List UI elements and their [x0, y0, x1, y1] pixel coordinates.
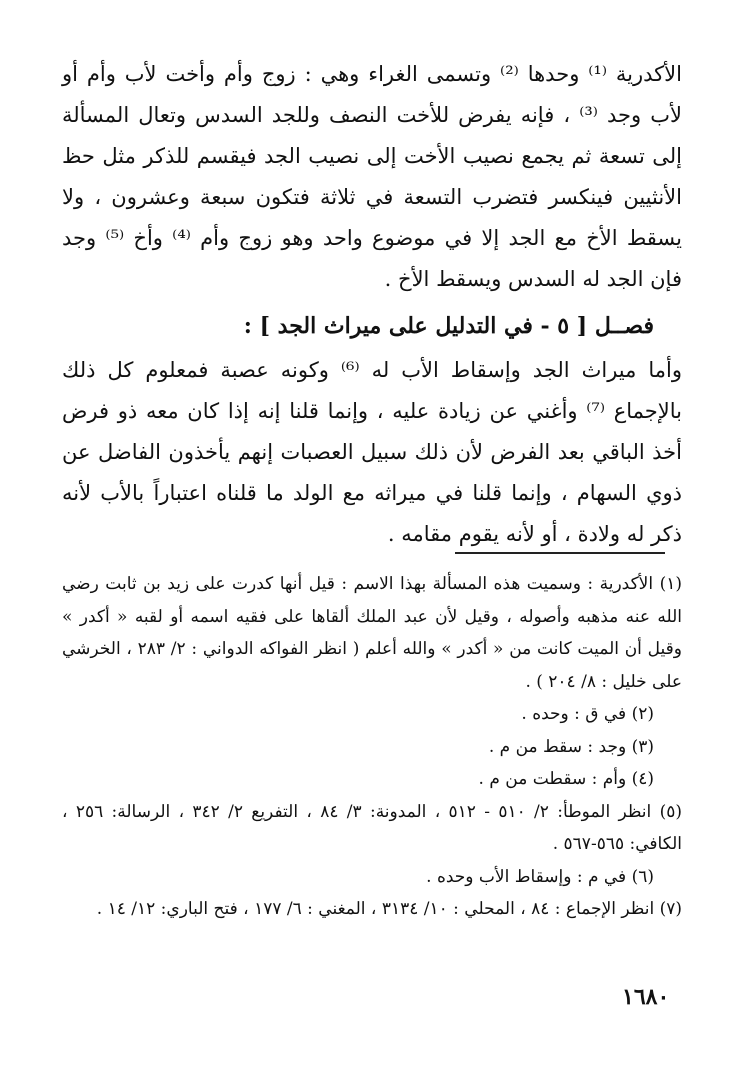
footnote-6: (٦) في م : وإسقاط الأب وحده . — [426, 866, 654, 887]
footnote-3: (٣) وجد : سقط من م . — [488, 736, 654, 757]
body-paragraph-2: وأما ميراث الجد وإسقاط الأب له ⁽⁶⁾ وكونه عصبة فمعلوم كل ذلك بالإجماع ⁽⁷⁾ وأغني عن زيادة عليه ، وإنما قلنا إنه إذا كان معه ذو فرض أخذ الباقي بعد الفرض لأن ذلك سبيل العصبات إنهم يأخذون الفاضل عن ذوي السهام ، وإنما قلنا في ميراثه مع الولد ما قلناه اعتباراً بالأب لأنه ذكر له ولادة ، أو لأنه يقوم مقامه . — [62, 358, 683, 546]
footnote-divider — [455, 552, 665, 554]
footnote-2: (٢) في ق : وحده . — [521, 704, 654, 724]
footnote-1: (١) الأكدرية : وسميت هذه المسألة بهذا الاسم : قيل أنها كدرت على زيد بن ثابت رضي الله عنه مذهبه وأصوله ، وقيل لأن عبد الملك ألقاها على فقيه اسمه أو لقبه « أكدر » وقيل أن الميت كانت من « أكدر » والله أعلم ( انظر الفواكه الدواني : ٢/ ٢٨٣ ، الخرشي على خليل : ٨/ ٢٠٤ ) . — [62, 574, 682, 692]
page-number: ١٦٨٠ — [622, 984, 670, 1010]
footnote-5: (٥) انظر الموطأ: ٢/ ٥١٠ - ٥١٢ ، المدونة: ٣/ ٨٤ ، التفريع ٢/ ٣٤٢ ، الرسالة: ٢٥٦ ، الكافي: ٥٦٥-٥٦٧ . — [62, 801, 682, 854]
footnotes — [62, 568, 682, 926]
body-paragraph-1: الأكدرية ⁽¹⁾ وحدها ⁽²⁾ وتسمى الغراء وهي : زوج وأم وأخت لأب وأم أو لأب وجد ⁽³⁾ ، فإنه يفرض للأخت النصف وللجد السدس وتعال المسألة إلى تسعة ثم يجمع نصيب الأخت إلى نصيب الجد فيقسم للذكر مثل حظ الأنثيين فينكسر فتضرب التسعة في ثلاثة فتكون سبعة وعشرون ، ولا يسقط الأخ مع الجد إلا في موضوع واحد وهو زوج وأم ⁽⁴⁾ وأخ ⁽⁵⁾ وجد فإن الجد له السدس ويسقط الأخ . — [62, 62, 682, 291]
footnote-4: (٤) وأم : سقطت من م . — [478, 769, 654, 789]
main-text-block — [62, 54, 682, 555]
footnote-7: (٧) انظر الإجماع : ٨٤ ، المحلي : ١٠/ ٣١٣٤ ، المغني : ٦/ ١٧٧ ، فتح الباري: ١٢/ ١٤ . — [96, 899, 682, 919]
section-heading: فصــل [ ٥ - في التدليل على ميراث الجد ] : — [243, 313, 654, 339]
